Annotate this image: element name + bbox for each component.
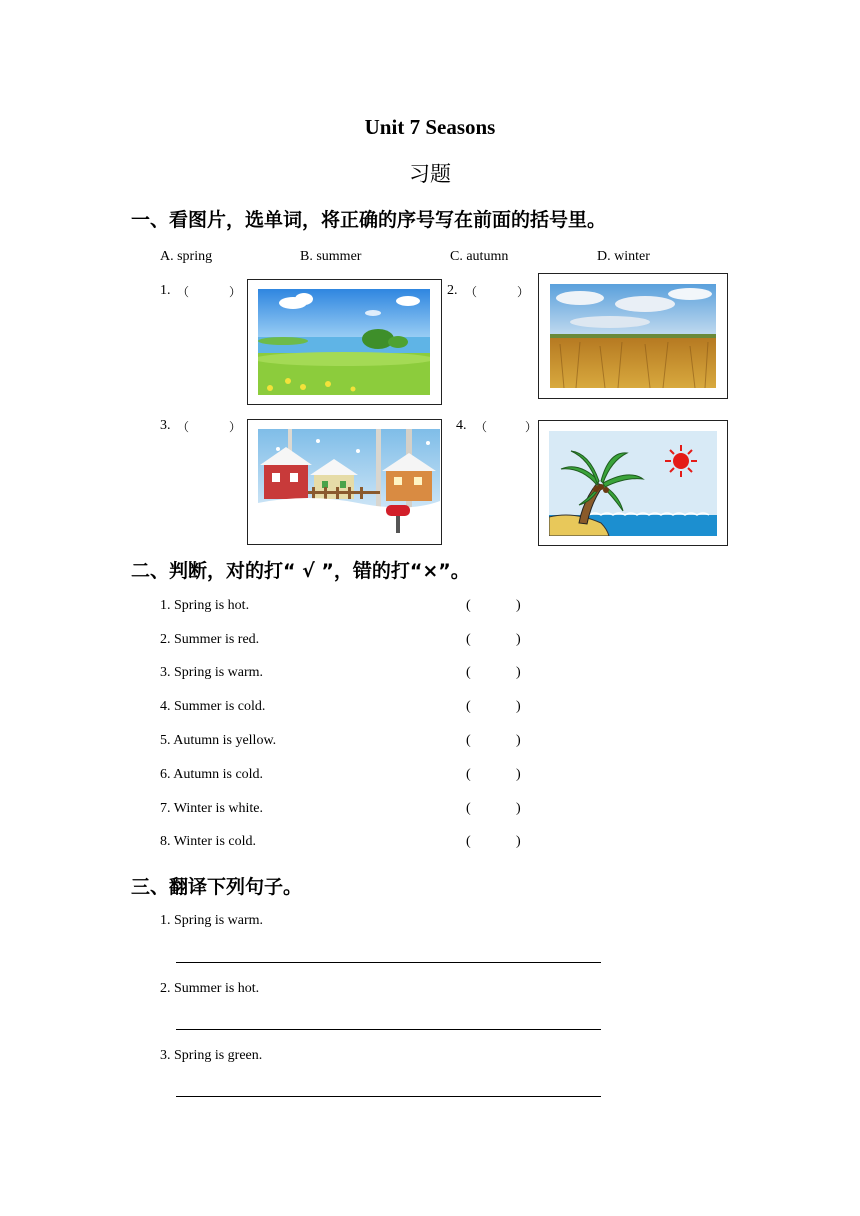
answer-line-3[interactable]	[176, 1096, 601, 1097]
section3-heading: 三、翻译下列句子。	[131, 876, 303, 898]
judge-paren-open-7: (	[466, 801, 471, 816]
judge-paren-close-6: )	[516, 767, 521, 782]
translate-item-3: 3. Spring is green.	[160, 1048, 263, 1063]
page-title: Unit 7 Seasons	[364, 115, 496, 139]
judge-paren-open-4: (	[466, 699, 471, 714]
autumn-picture-frame	[538, 273, 728, 399]
item3-paren-close: ）	[229, 420, 242, 434]
item2-paren-close: ）	[517, 285, 530, 299]
judge-item-4: 4. Summer is cold.	[160, 699, 266, 714]
option-c: C. autumn	[450, 249, 509, 264]
section1-heading: 一、看图片，选单词，将正确的序号写在前面的括号里。	[131, 209, 607, 231]
judge-item-3: 3. Spring is warm.	[160, 665, 264, 680]
judge-paren-close-2: )	[516, 632, 521, 647]
item2-number: 2.	[447, 283, 458, 298]
item1-number: 1.	[160, 283, 171, 298]
judge-item-8: 8. Winter is cold.	[160, 834, 256, 849]
option-d: D. winter	[597, 249, 650, 264]
summer-palm-beach-image	[549, 431, 717, 536]
judge-item-6: 6. Autumn is cold.	[160, 767, 264, 782]
judge-item-1: 1. Spring is hot.	[160, 598, 250, 613]
answer-line-2[interactable]	[176, 1029, 601, 1030]
judge-paren-open-6: (	[466, 767, 471, 782]
section2-heading: 二、判断，对的打“ √ ”，错的打“×”。	[131, 560, 470, 582]
answer-line-1[interactable]	[176, 962, 601, 963]
judge-paren-close-1: )	[516, 598, 521, 613]
spring-lake-meadow-image	[258, 289, 430, 395]
judge-paren-open-2: (	[466, 632, 471, 647]
item2-paren-open: （	[465, 285, 478, 299]
option-b: B. summer	[300, 249, 362, 264]
judge-paren-open-5: (	[466, 733, 471, 748]
autumn-wheat-field-image	[550, 284, 716, 388]
item1-paren-close: ）	[229, 285, 242, 299]
page-subtitle: 习题	[409, 162, 451, 186]
judge-paren-close-7: )	[516, 801, 521, 816]
judge-paren-open-3: (	[466, 665, 471, 680]
judge-paren-open-1: (	[466, 598, 471, 613]
spring-picture-frame	[247, 279, 442, 405]
judge-paren-close-4: )	[516, 699, 521, 714]
summer-picture-frame	[538, 420, 728, 546]
item1-paren-open: （	[177, 285, 190, 299]
judge-paren-open-8: (	[466, 834, 471, 849]
judge-paren-close-5: )	[516, 733, 521, 748]
translate-item-1: 1. Spring is warm.	[160, 913, 264, 928]
judge-paren-close-8: )	[516, 834, 521, 849]
judge-item-2: 2. Summer is red.	[160, 632, 260, 647]
judge-item-5: 5. Autumn is yellow.	[160, 733, 277, 748]
item4-number: 4.	[456, 418, 467, 433]
item3-paren-open: （	[177, 420, 190, 434]
translate-item-2: 2. Summer is hot.	[160, 981, 260, 996]
item4-paren-close: ）	[525, 420, 538, 434]
option-a: A. spring	[160, 249, 213, 264]
judge-paren-close-3: )	[516, 665, 521, 680]
winter-picture-frame	[247, 419, 442, 545]
item3-number: 3.	[160, 418, 171, 433]
winter-snow-houses-image	[258, 429, 440, 537]
item4-paren-open: （	[475, 420, 488, 434]
judge-item-7: 7. Winter is white.	[160, 801, 263, 816]
